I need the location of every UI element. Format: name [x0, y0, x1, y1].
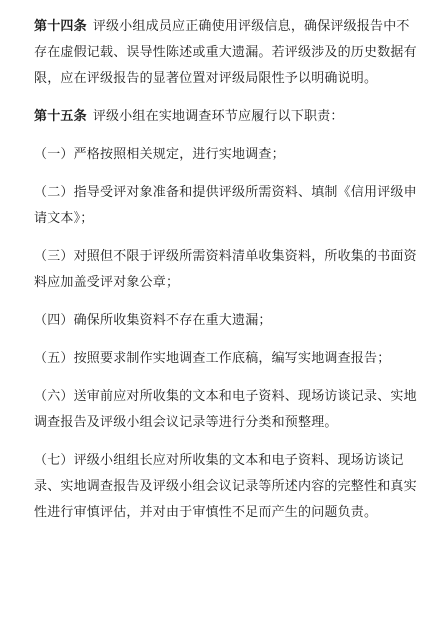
- article-15: [34, 104, 422, 130]
- duty-item-2: （二）指导受评对象准备和提供评级所需资料、填制《信用评级申请文本》；: [34, 185, 417, 226]
- article-14-text: 评级小组成员应正确使用评级信息，确保评级报告中不存在虚假记载、误导性陈述或重大遗漏。若评级涉及的历史数据有限，应在评级报告的显著位置对评级局限性予以明确说明。: [34, 19, 417, 86]
- duty-item-3: （三）对照但不限于评级所需资料清单收集资料，所收集的书面资料应加盖受评对象公章；: [34, 249, 417, 290]
- duty-item-7: （七）评级小组组长应对所收集的文本和电子资料、现场访谈记录、实地调查报告及评级小组会议记录等所述内容的完整性和真实性进行审慎评估，并对由于审慎性不足而产生的问题负责。: [34, 453, 417, 520]
- article-14: [34, 14, 422, 92]
- article-14-number: 第十四条: [34, 19, 87, 34]
- article-15-text: 评级小组在实地调查环节应履行以下职责：: [92, 109, 344, 124]
- article-15-number: 第十五条: [34, 109, 87, 124]
- duty-item-1: （一）严格按照相关规定，进行实地调查；: [34, 147, 285, 162]
- duty-item-6: （六）送审前应对所收集的文本和电子资料、现场访谈记录、实地调查报告及评级小组会议记录等进行分类和预整理。: [34, 389, 417, 430]
- duty-item-4: （四）确保所收集资料不存在重大遗漏；: [34, 313, 272, 328]
- duty-item-5: （五）按照要求制作实地调查工作底稿，编写实地调查报告；: [34, 351, 391, 366]
